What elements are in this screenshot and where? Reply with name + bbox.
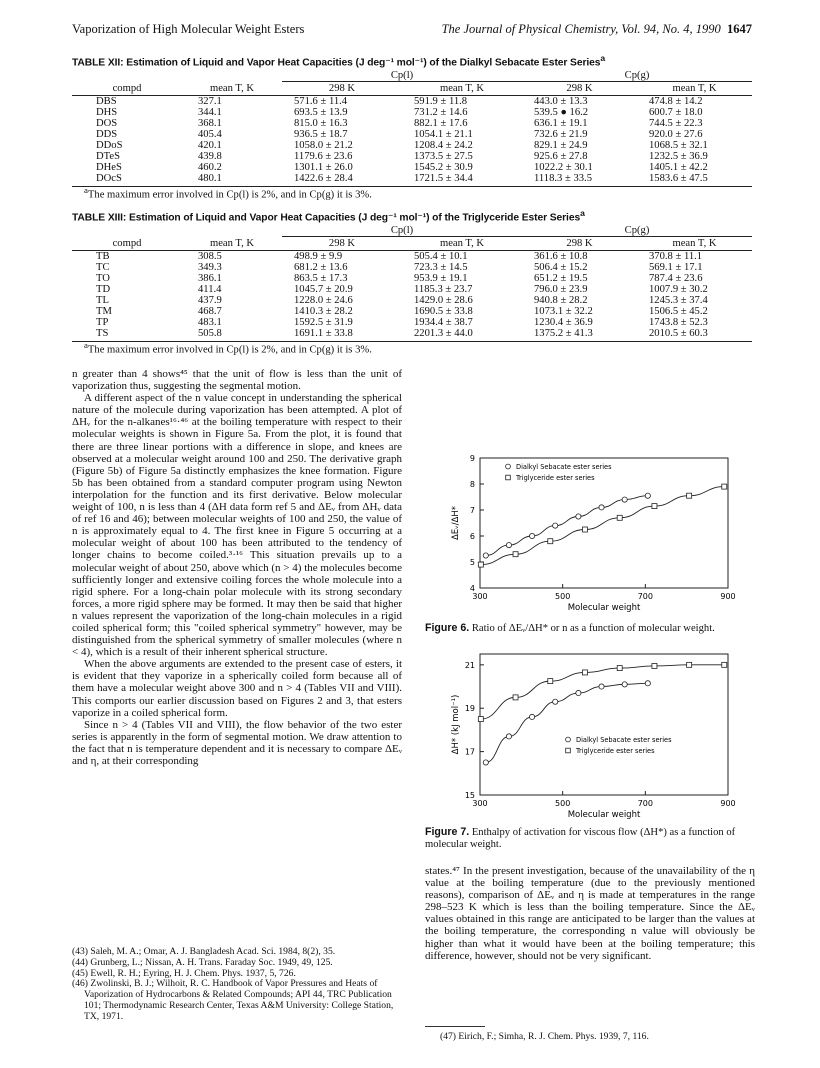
table-cell: 443.0 ± 13.3 [534,96,588,107]
data-point-square [617,515,622,520]
col-meanT: mean T, K [637,82,752,96]
data-point-circle [506,734,511,739]
table-cell: 1208.4 ± 24.2 [414,140,473,151]
table-cell: 539.5 ● 16.2 [534,107,589,118]
paragraph: When the above arguments are extended to the present case of esters, it is evident that they vaporize in a spherically coiled form because all of them have a molecular weight above 300 and n > 4 (Tables VII and VIII). This comports our earlier discussion based on Figures 2 and 3, that esters vaporize in a coiled spherical form. [72,658,402,719]
figure6-chart [440,448,740,618]
table-cell: 1410.3 ± 28.2 [294,306,353,317]
x-axis-label: Molecular weight [567,603,641,613]
data-point-circle [553,523,558,528]
table-row [72,118,752,129]
col-meanT: mean T, K [402,82,522,96]
table-cell: 361.6 ± 10.8 [534,251,588,262]
data-point-square [513,695,518,700]
table-cell: 796.0 ± 23.9 [534,284,588,295]
x-tick-label: 500 [555,592,571,601]
table-cell: 2201.3 ± 44.0 [402,328,522,342]
y-tick-label: 17 [464,747,475,757]
table-row [72,306,752,317]
legend-label: Dialkyl Sebacate ester series [516,463,612,471]
y-axis-label: ΔEᵥ/ΔH* [451,505,461,541]
table-cell: 474.8 ± 14.2 [649,96,703,107]
table-cell: 483.1 [198,317,222,328]
data-point-square [722,484,727,489]
table-cell: 815.0 ± 16.3 [294,118,348,129]
data-point-square [513,552,518,557]
table-cell: 787.4 ± 23.6 [649,273,703,284]
table-row [72,140,752,151]
group-vapor: Cp(g) [522,225,752,237]
table-cell: 349.3 [198,262,222,273]
table-cell: 681.2 ± 13.6 [294,262,348,273]
table-cell: 1583.6 ± 47.5 [637,173,752,187]
table-cell: 1045.7 ± 20.9 [294,284,353,295]
table-cell: 744.5 ± 22.3 [649,118,703,129]
col-298: 298 K [282,82,402,96]
paragraph: Since n > 4 (Tables VII and VIII), the flow behavior of the two ester series is apparently in the form of segmental motion. We draw attention to the fact that n is temperature dependent and it is necessary to compare ΔEᵥ and η, at their corresponding [72,718,402,767]
table-cell: 1422.6 ± 28.4 [282,173,402,187]
table-cell: 953.9 ± 19.1 [414,273,468,284]
table-cell: 1118.3 ± 33.5 [522,173,637,187]
table-cell: TP [96,317,109,328]
table-cell: DDS [96,129,118,140]
table-cell: 505.8 [182,328,282,342]
table-cell: 1228.0 ± 24.6 [294,295,353,306]
table-cell: 1245.3 ± 37.4 [649,295,708,306]
table-cell: 368.1 [198,118,222,129]
table-cell: 829.1 ± 24.9 [534,140,588,151]
legend-circle-icon [566,737,571,742]
table-cell: TD [96,284,111,295]
reference: (44) Grunberg, L.; Nissan, A. H. Trans. Faraday Soc. 1949, 49, 125. [72,956,333,968]
table-cell: 1690.5 ± 33.8 [414,306,473,317]
table-row [72,129,752,140]
table-cell: 1429.0 ± 28.6 [414,295,473,306]
table-cell: 498.9 ± 9.9 [294,251,343,262]
data-point-circle [529,714,534,719]
table-cell: 506.4 ± 15.2 [534,262,588,273]
y-tick-label: 15 [464,791,475,800]
table-cell: 308.5 [198,251,222,262]
reference: (46) Zwolinski, B. J.; Wilhoit, R. C. Handbook of Vapor Pressures and Heats of Vaporization of Hydrocarbons & Related Compounds; API 44, TRC Publication 101; Thermodynamic Research Center, Texas A&M University: College Station, TX, 1971. [72,978,394,1022]
table-cell: 386.1 [198,273,222,284]
data-point-square [548,679,553,684]
table-cell: 2010.5 ± 60.3 [637,328,752,342]
col-compd: compd [72,82,182,96]
table-cell: 591.9 ± 11.8 [414,96,468,107]
x-tick-label: 300 [472,592,488,601]
running-title: Vaporization of High Molecular Weight Esters [72,22,305,36]
data-point-circle [576,514,581,519]
right-column-text [425,865,755,962]
journal-citation: The Journal of Physical Chemistry, Vol. 94, No. 4, 1990 1647 [441,22,752,36]
data-point-square [548,539,553,544]
y-tick-label: 8 [469,480,475,489]
table-row [72,96,752,108]
data-point-circle [576,690,581,695]
table-cell: DOS [96,118,118,129]
table-cell: 636.1 ± 19.1 [534,118,588,129]
table-cell: 439.8 [198,151,222,162]
figure6-caption: Figure 6. Ratio of ΔEᵥ/ΔH* or n as a function of molecular weight. [425,622,715,634]
table-cell: 863.5 ± 17.3 [294,273,348,284]
table-cell: 1375.2 ± 41.3 [522,328,637,342]
col-298: 298 K [282,237,402,251]
table-cell: 411.4 [198,284,222,295]
col-meanT: mean T, K [637,237,752,251]
table-cell: 1373.5 ± 27.5 [414,151,473,162]
y-tick-label: 4 [469,584,475,593]
table-cell: 1934.4 ± 38.7 [414,317,473,328]
table-cell: DHS [96,107,118,118]
figure7-chart [440,642,740,824]
table-cell: 1185.3 ± 23.7 [414,284,473,295]
y-tick-label: 6 [469,532,475,541]
group-vapor: Cp(g) [522,70,752,82]
table13-caption: TABLE XIII: Estimation of Liquid and Vapor Heat Capacities (J deg⁻¹ mol⁻¹) of the Triglyceride Ester Series$^a$ [72,208,585,224]
data-point-square [478,717,483,722]
table-row [72,317,752,328]
x-tick-label: 700 [637,592,653,601]
data-point-circle [483,760,488,765]
table-cell: 936.5 ± 18.7 [294,129,348,140]
table-row [72,262,752,273]
x-axis-label: Molecular weight [567,810,641,820]
col-meanT: mean T, K [402,237,522,251]
legend-square-icon [506,475,511,480]
table-cell: 882.1 ± 17.6 [414,118,468,129]
x-tick-label: 500 [555,799,571,808]
col-compd: compd [72,237,182,251]
table13-footnote: $^a$The maximum error involved in Cp(l) is 2%, and in Cp(g) it is 3%. [84,340,372,356]
table-cell: 1301.1 ± 26.0 [294,162,353,173]
table-cell: 569.1 ± 17.1 [649,262,703,273]
data-point-square [582,670,587,675]
table-cell: 1721.5 ± 34.4 [402,173,522,187]
table-cell: 1230.4 ± 36.9 [534,317,593,328]
col-298: 298 K [522,82,637,96]
paragraph: n greater than 4 shows⁴⁵ that the unit of flow is less than the unit of vaporization thus, suggesting the segmental motion. [72,368,402,393]
table-row [72,251,752,263]
paragraph: A different aspect of the n value concept in understanding the spherical nature of the molecule during vaporization has been attempted. A plot of ΔHᵥ for the n-alkanes¹⁶·⁴⁶ at the boiling temperature with respect to their molecular weights is shown in Figure 5a. From the plot, it is found that there are three linear portions with a difference in slope, and knees are observed at a molecular weight around 100 and 250. The derivative graph (Figure 5b) of Figure 5a distinctly emphasizes the knee formation. Figure 5b has been obtained from a standard computer program using Newton interpolation for the function and its first derivative. Below molecular weight of 100, n is less than 4 (ΔH data form ref 5 and ΔEᵥ from ΔHᵥ data of ref 16 and 46); between molecular weights of 100 and 250, the value of n is approximately equal to 4. The first knee in Figure 5 occurring at a molecular weight of about 100 has been attributed to the tendency of longer chains to become coiled.³·¹⁶ This situation prevails up to a molecular weight of about 250, above which (n > 4) the molecules become sufficiently longer and extensive coiling forces the whole molecule into a rigid sphere. For a long-chain polar molecule with its strong secondary forces, a more rigid sphere may be formed. It may then be said that higher n values represent the vaporization of the long-chain molecules in a rigid coiled spherical form; this "coiled spherical symmetry" however, may be distinguished from the spherical symmetry of smaller molecules (where n < 4), which is a result of their inherent spherical structure. [72,392,402,659]
y-tick-label: 9 [469,454,475,463]
table-cell: TL [96,295,109,306]
table-cell: TC [96,262,110,273]
y-tick-label: 5 [469,558,475,567]
page-number: 1647 [727,22,752,36]
table-cell: 1058.0 ± 21.2 [294,140,353,151]
reference: (45) Ewell, R. H.; Eyring, H. J. Chem. Phys. 1937, 5, 726. [72,967,296,979]
table-cell: DTeS [96,151,120,162]
data-point-circle [599,505,604,510]
paragraph: states.⁴⁷ In the present investigation, because of the unavailability of the η value at the boiling temperature (due to the previously mentioned reasons), comparison of ΔEᵥ and η is made at temperatures in the range 298–523 K which is less than the boiling temperature. Since the ΔEᵥ values obtained in this range are anticipated to be larger than the values at the boiling temperature, the corresponding n value will obviously be higher than what it would have been at the boiling temperature; this difference, however, should not be very significant. [425,865,755,962]
table-cell: 1691.1 ± 33.8 [282,328,402,342]
group-liquid: Cp(l) [282,225,522,237]
table-cell: 732.6 ± 21.9 [534,129,588,140]
table-cell: DBS [96,96,117,107]
table12 [72,70,752,187]
table-cell: 1592.5 ± 31.9 [294,317,353,328]
table-cell: 327.1 [198,96,222,107]
table-row [72,295,752,306]
y-axis-label: ΔH* (kJ mol⁻¹) [451,694,461,755]
data-point-circle [622,682,627,687]
group-liquid: Cp(l) [282,70,522,82]
data-point-square [652,663,657,668]
references-left [72,947,402,1023]
y-tick-label: 7 [469,506,475,515]
data-point-square [687,662,692,667]
table-cell: 1405.1 ± 42.2 [649,162,708,173]
table-cell: 925.6 ± 27.8 [534,151,588,162]
table-cell: 1506.5 ± 45.2 [649,306,708,317]
col-mean: mean T, K [182,82,282,96]
table-row [72,162,752,173]
table-cell: TO [96,273,110,284]
x-tick-label: 900 [720,799,736,808]
table-cell: 1179.6 ± 23.6 [294,151,353,162]
data-point-circle [506,543,511,548]
table-cell: 1054.1 ± 21.1 [414,129,473,140]
table-cell: 723.3 ± 14.5 [414,262,468,273]
plot-frame [480,654,728,795]
table-cell: TS [72,328,182,342]
series-line [481,665,724,719]
x-tick-label: 900 [720,592,736,601]
table-cell: TM [96,306,112,317]
table-cell: DOcS [72,173,182,187]
table-cell: 1545.2 ± 30.9 [414,162,473,173]
table-cell: 1022.2 ± 30.1 [534,162,593,173]
data-point-square [722,662,727,667]
table-cell: 370.8 ± 11.1 [649,251,703,262]
figure7-caption: Figure 7. Enthalpy of activation for viscous flow (ΔH*) as a function of molecular weight. [425,826,736,850]
table-cell: 405.4 [198,129,222,140]
table-cell: DHeS [96,162,122,173]
data-point-circle [529,533,534,538]
data-point-circle [645,681,650,686]
legend-label: Triglyceride ester series [576,747,655,755]
table-row [72,284,752,295]
data-point-circle [599,684,604,689]
table-cell: 1073.1 ± 32.2 [534,306,593,317]
data-point-square [687,493,692,498]
data-point-square [617,666,622,671]
reference: (43) Saleh, M. A.; Omar, A. J. Bangladesh Acad. Sci. 1984, 8(2), 35. [72,946,336,957]
table-row [72,151,752,162]
table-cell: 1068.5 ± 32.1 [649,140,708,151]
footnote-divider [425,1026,485,1027]
col-mean: mean T, K [182,237,282,251]
y-tick-label: 21 [464,660,475,670]
table-cell: DDoS [96,140,123,151]
data-point-circle [483,553,488,558]
table-cell: 437.9 [198,295,222,306]
left-column-text [72,368,402,767]
table-row [72,107,752,118]
legend-square-icon [566,748,571,753]
table12-caption: TABLE XII: Estimation of Liquid and Vapor Heat Capacities (J deg⁻¹ mol⁻¹) of the Dialkyl Sebacate Ester Series$^a$ [72,53,606,69]
table12-footnote: $^a$The maximum error involved in Cp(l) is 2%, and in Cp(g) it is 3%. [84,185,372,201]
x-tick-label: 700 [637,799,653,808]
data-point-square [478,562,483,567]
table-cell: 420.1 [198,140,222,151]
legend-label: Dialkyl Sebacate ester series [576,736,672,744]
col-298: 298 K [522,237,637,251]
table-cell: 571.6 ± 11.4 [294,96,348,107]
table-cell: 480.1 [182,173,282,187]
table-cell: 344.1 [198,107,222,118]
table-cell: TB [96,251,110,262]
table-cell: 651.2 ± 19.5 [534,273,588,284]
table-cell: 1743.8 ± 52.3 [649,317,708,328]
data-point-circle [645,493,650,498]
data-point-square [582,527,587,532]
table-cell: 600.7 ± 18.0 [649,107,703,118]
x-tick-label: 300 [472,799,488,808]
y-tick-label: 19 [464,704,475,714]
table-cell: 1007.9 ± 30.2 [649,284,708,295]
table-cell: 693.5 ± 13.9 [294,107,348,118]
table-cell: 460.2 [198,162,222,173]
table-cell: 468.7 [198,306,222,317]
data-point-circle [553,699,558,704]
data-point-circle [622,497,627,502]
legend-circle-icon [506,464,511,469]
table-cell: 1232.5 ± 36.9 [649,151,708,162]
legend-label: Triglyceride ester series [516,474,595,482]
table-cell: 731.2 ± 14.6 [414,107,468,118]
table-row [72,273,752,284]
table13 [72,225,752,342]
data-point-square [652,504,657,509]
table-cell: 940.8 ± 28.2 [534,295,588,306]
table-cell: 505.4 ± 10.1 [414,251,468,262]
table-cell: 920.0 ± 27.6 [649,129,703,140]
reference-right: (47) Eirich, F.; Simha, R. J. Chem. Phys. 1939, 7, 116. [440,1031,649,1042]
